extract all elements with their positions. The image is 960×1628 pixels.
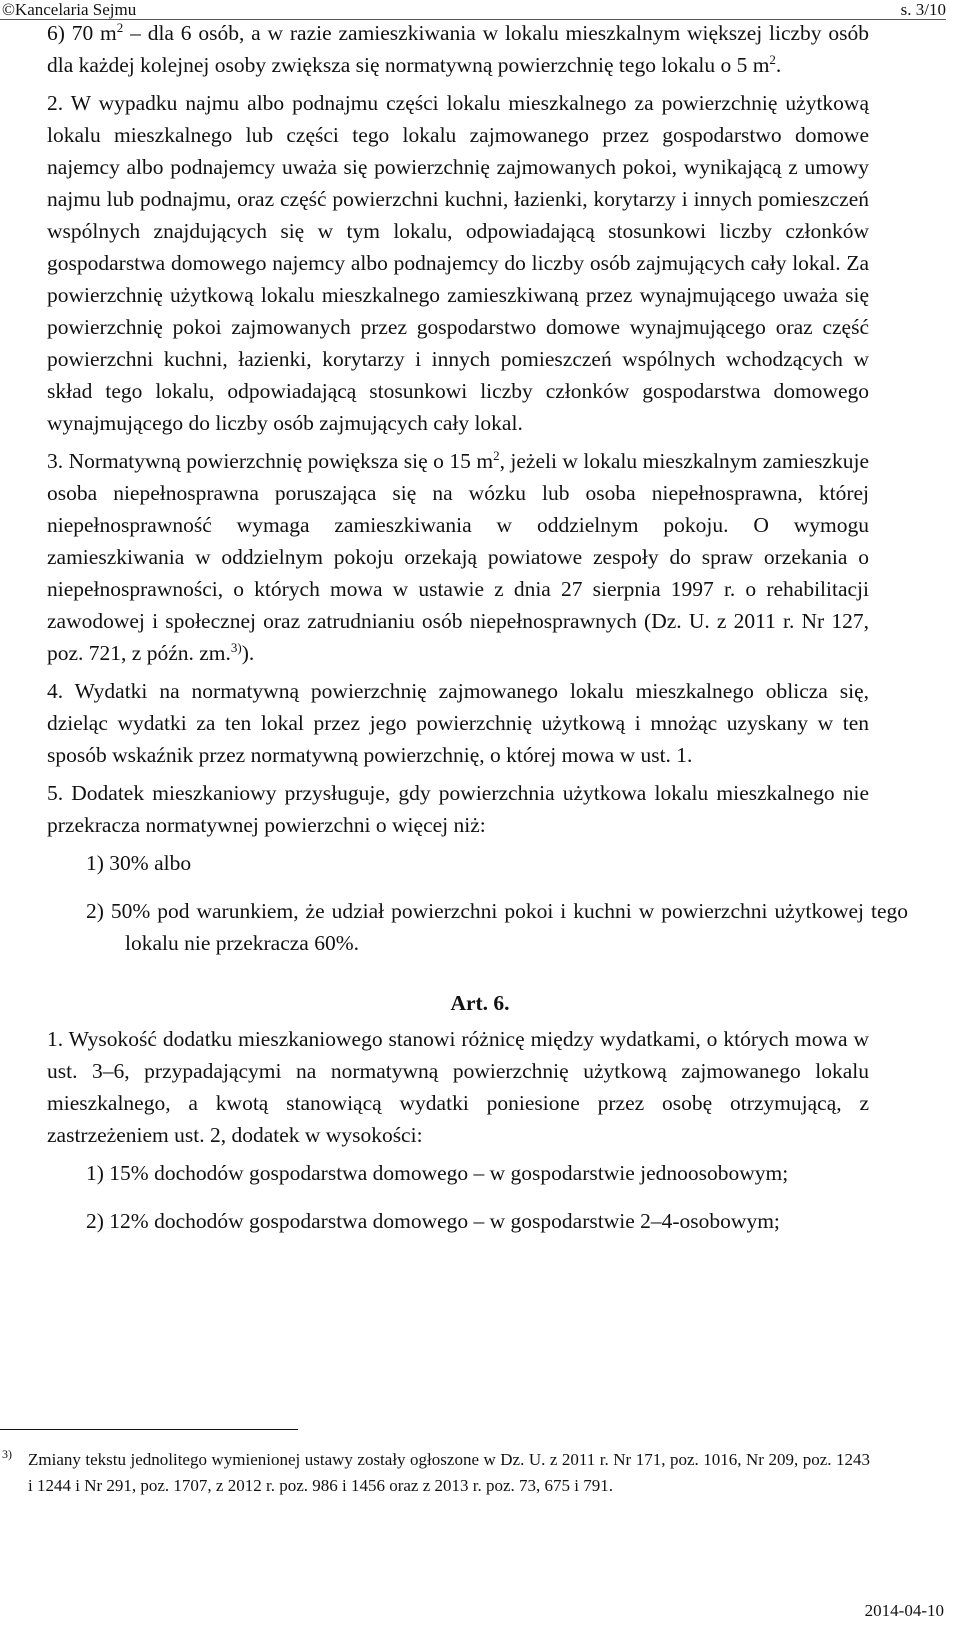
paragraph-5-item-2: 2) 50% pod warunkiem, że udział powierzchni pokoi i kuchni w powierzchni użytkowej tego lokalu nie przekracza 60%. — [86, 899, 908, 955]
header-page-number: s. 3/10 — [900, 0, 946, 19]
article-6-item-1: 1) 15% dochodów gospodarstwa domowego – w gospodarstwie jednoosobowym; — [86, 1161, 789, 1185]
paragraph-4: 4. Wydatki na normatywną powierzchnię zajmowanego lokalu mieszkalnego oblicza się, dzieląc wydatki za ten lokal przez jego powierzchnię użytkową i mnożąc uzyskany w ten sposób wskaźnik przez normatywną powierzchnię, o której mowa w ust. 1. — [47, 679, 869, 767]
body-text — [0, 17, 960, 1253]
paragraph-3: 3. Normatywną powierzchnię powiększa się o 15 $m^2$, jeżeli w lokalu mieszkalnym zamieszkuje osoba niepełnosprawna poruszająca się na wózku lub osoba niepełnosprawna, której niepełnosprawność wymaga zamieszkiwania w oddzielnym pokoju. O wymogu zamieszkiwania w oddzielnym pokoju orzekają powiatowe zespoły do spraw orzekania o niepełnosprawności, o których mowa w ustawie z dnia 27 sierpnia 1997 r. o rehabilitacji zawodowej i społecznej oraz zatrudnianiu osób niepełnosprawnych (Dz. U. z 2011 r. Nr 127, poz. 721, z późn. zm.$^{3)}$). — [47, 447, 869, 665]
paragraph-6: 6) 70 $m^2$ – dla 6 osób, a w razie zamieszkiwania w lokalu mieszkalnym większej liczby osób dla każdej kolejnej osoby zwiększa się normatywną powierzchnię tego lokalu o 5 $m^2$. — [47, 19, 870, 77]
article-6-heading: Art. 6. — [450, 991, 510, 1015]
footnote — [0, 1447, 870, 1499]
footnote-mark: 3) — [2, 1447, 12, 1461]
article-6-item-2: 2) 12% dochodów gospodarstwa domowego – w gospodarstwie 2–4-osobowym; — [86, 1209, 780, 1233]
footer-date: 2014-04-10 — [864, 1601, 944, 1620]
footnote-text: Zmiany tekstu jednolitego wymienionej ustawy zostały ogłoszone w Dz. U. z 2011 r. Nr 171, poz. 1016, Nr 209, poz. 1243 i 1244 i Nr 291, poz. 1707, z 2012 r. poz. 986 i 1456 oraz z 2013 r. poz. 73, 675 i 791. — [28, 1450, 870, 1495]
paragraph-2: 2. W wypadku najmu albo podnajmu części lokalu mieszkalnego za powierzchnię użytkową lokalu mieszkalnego lub części tego lokalu zajmowanego przez gospodarstwo domowe najemcy albo podnajemcy uważa się powierzchnię zajmowanych pokoi, wynikającą z umowy najmu lub podnajmu, oraz część powierzchni kuchni, łazienki, korytarzy i innych pomieszczeń wspólnych znajdujących się w tym lokalu, odpowiadającą stosunkowi liczby członków gospodarstwa domowego najemcy albo podnajemcy do liczby osób zajmujących cały lokal. Za powierzchnię użytkową lokalu mieszkalnego zamieszkiwaną przez wynajmującego uważa się powierzchnię pokoi zajmowanych przez gospodarstwo domowe wynajmującego oraz część powierzchni kuchni, łazienki, korytarzy i innych pomieszczeń wspólnych wchodzących w skład tego lokalu, odpowiadającą stosunkowi liczby członków gospodarstwa domowego wynajmującego do liczby osób zajmujących cały lokal. — [47, 91, 869, 435]
paragraph-5: 5. Dodatek mieszkaniowy przysługuje, gdy powierzchnia użytkowa lokalu mieszkalnego nie przekracza normatywnej powierzchni o więcej niż: — [47, 781, 869, 837]
header-source: ©Kancelaria Sejmu — [2, 0, 137, 19]
paragraph-5-item-1: 1) 30% albo — [86, 851, 192, 875]
footnote-divider — [0, 1429, 298, 1430]
article-6-paragraph-1: 1. Wysokość dodatku mieszkaniowego stanowi różnicę między wydatkami, o których mowa w ust. 3–6, przypadającymi na normatywną powierzchnię użytkową zajmowanego lokalu mieszkalnego, a kwotą stanowiącą wydatki poniesione przez osobę otrzymującą, z zastrzeżeniem ust. 2, dodatek w wysokości: — [47, 1027, 869, 1147]
footnote-reference: 3) — [230, 639, 242, 655]
